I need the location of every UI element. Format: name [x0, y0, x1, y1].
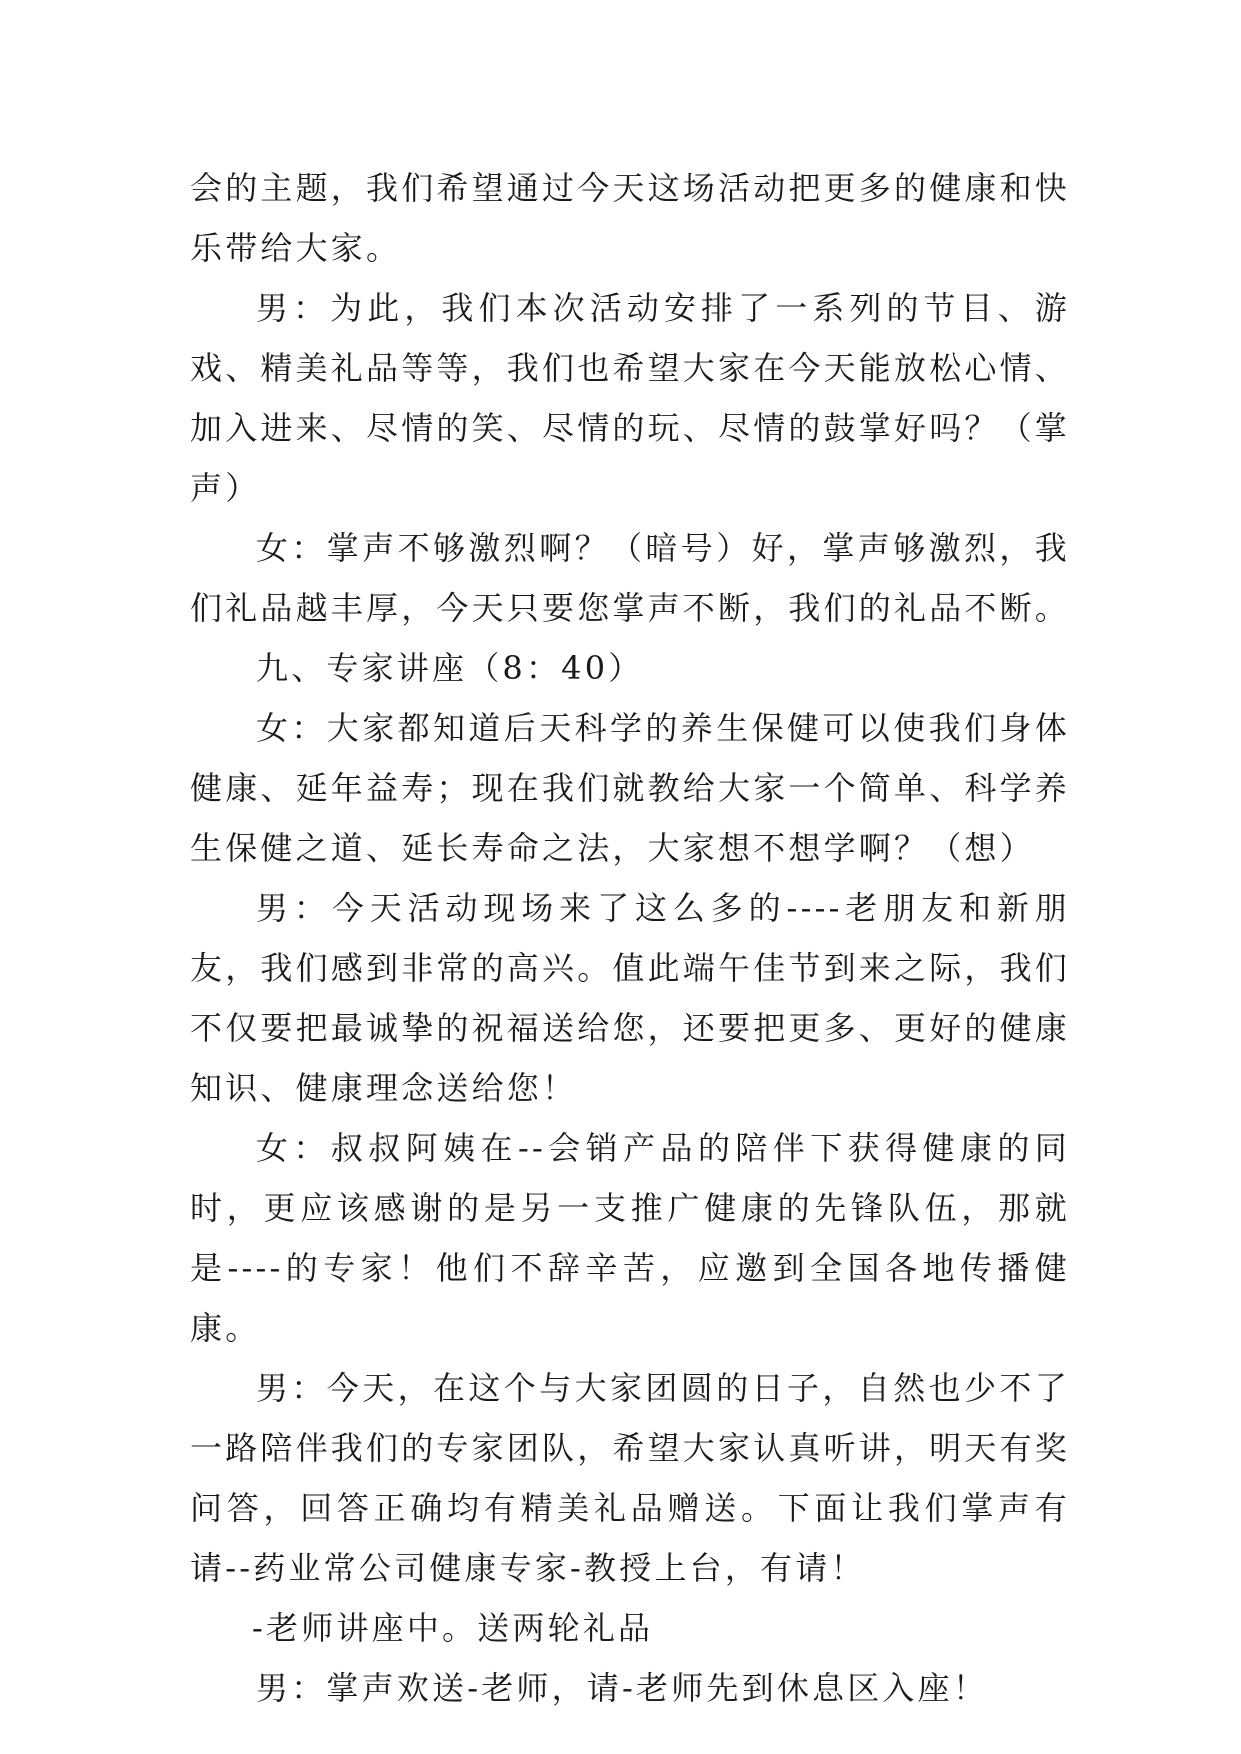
section-heading-expert-lecture: 九、专家讲座（8：40） — [256, 649, 644, 687]
paragraph-5: 女：大家都知道后天科学的养生保健可以使我们身体健康、延年益寿；现在我们就教给大家一个简单、科学养生保健之道、延长寿命之法，大家想不想学啊？（想） — [190, 709, 1071, 867]
paragraph-2: 男：为此，我们本次活动安排了一系列的节目、游戏、精美礼品等等，我们也希望大家在今天能放松心情、加入进来、尽情的笑、尽情的玩、尽情的鼓掌好吗？（掌声） — [190, 289, 1071, 507]
paragraph-3: 女：掌声不够激烈啊？（暗号）好，掌声够激烈，我们礼品越丰厚，今天只要您掌声不断，我们的礼品不断。 — [190, 529, 1071, 627]
paragraph-7: 女：叔叔阿姨在--会销产品的陪伴下获得健康的同时，更应该感谢的是另一支推广健康的先锋队伍，那就是----的专家！他们不辞辛苦，应邀到全国各地传播健康。 — [190, 1129, 1070, 1347]
paragraph-1: 会的主题，我们希望通过今天这场活动把更多的健康和快乐带给大家。 — [190, 169, 1071, 267]
paragraph-6: 男：今天活动现场来了这么多的----老朋友和新朋友，我们感到非常的高兴。值此端午佳节到来之际，我们不仅要把最诚挚的祝福送给您，还要把更多、更好的健康知识、健康理念送给您！ — [190, 889, 1071, 1107]
paragraph-9: -老师讲座中。送两轮礼品 — [252, 1609, 654, 1647]
paragraph-10: 男：掌声欢送-老师，请-老师先到休息区入座！ — [256, 1669, 989, 1707]
document-body — [190, 158, 1070, 1718]
paragraph-8: 男：今天，在这个与大家团圆的日子，自然也少不了一路陪伴我们的专家团队，希望大家认真听讲，明天有奖问答，回答正确均有精美礼品赠送。下面让我们掌声有请--药业常公司健康专家-教授上台，有请！ — [190, 1369, 1071, 1587]
